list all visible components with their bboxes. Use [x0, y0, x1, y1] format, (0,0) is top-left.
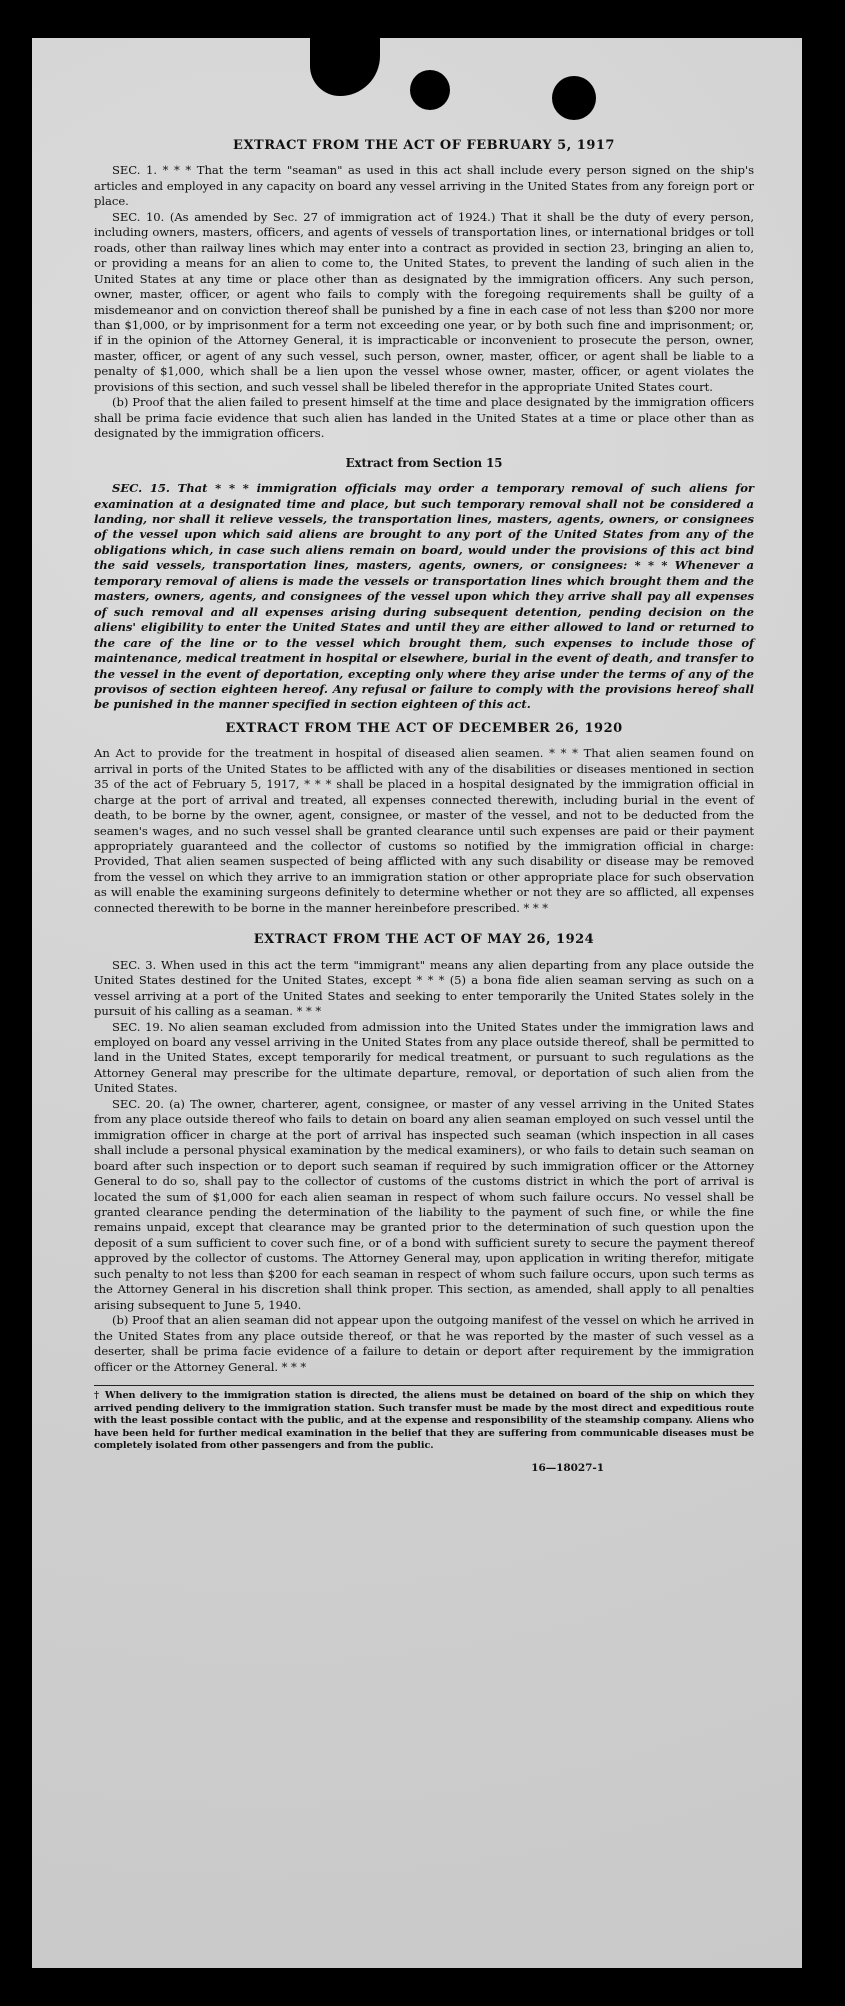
- paragraph-act-1920: An Act to provide for the treatment in hospital of diseased alien seamen. * * * That alien seamen found on arrival in ports of the United States to be afflicted with any of the disabilities or diseases mentioned in section 35 of the act of February 5, 1917, * * * shall be placed in a hospital designated by the immigration official in charge at the port of arrival and treated, all expenses connected therewith, including burial in the event of death, to be borne by the owner, agent, consignee, or master of the vessel, and not to be deducted from the seamen's wages, and no such vessel shall be granted clearance until such expenses are paid or their payment appropriately guaranteed and the collector of customs so notified by the immigration official in charge: Provided, That alien seamen suspected of being afflicted with any such disability or disease may be removed from the vessel on which they arrive to an immigration station or other appropriate place for such observation as will enable the examining surgeons definitely to determine whether or not they are so afflicted, all expenses connected therewith to be borne in the manner hereinbefore prescribed. * * *: [94, 746, 754, 915]
- punch-hole-left: [410, 70, 450, 110]
- paragraph-sec-10: SEC. 10. (As amended by Sec. 27 of immigration act of 1924.) That it shall be the duty of every person, including owners, masters, officers, and agents of vessels of transportation lines, or international bridges or toll roads, other than railway lines which may enter into a contract as provided in section 23, bringing an alien to, or providing a means for an alien to come to, the United States, to prevent the landing of such alien in the United States at any time or place other than as designated by the immigration officers. Any such person, owner, master, officer, or agent who fails to comply with the foregoing requirements shall be guilty of a misdemeanor and on conviction thereof shall be punished by a fine in each case of not less than $200 nor more than $1,000, or by imprisonment for a term not exceeding one year, or by both such fine and imprisonment; or, if in the opinion of the Attorney General, it is impracticable or inconvenient to prosecute the person, owner, master, officer, or agent of any such vessel, such person, owner, master, officer, or agent shall be liable to a penalty of $1,000, which shall be a lien upon the vessel whose owner, master, officer, or agent violates the provisions of this section, and such vessel shall be libeled therefor in the appropriate United States court.: [94, 209, 754, 394]
- paragraph-sec-10b: (b) Proof that the alien failed to present himself at the time and place designated by the immigration officers shall be prima facie evidence that such alien has landed in the United States at a time or place other than as designated by the immigration officers.: [94, 395, 754, 441]
- paragraph-sec-3: SEC. 3. When used in this act the term "immigrant" means any alien departing from any place outside the United States destined for the United States, except * * * (5) a bona fide alien seaman serving as such on a vessel arriving at a port of the United States and seeking to enter temporarily the United States solely in the pursuit of his calling as a seaman. * * *: [94, 957, 754, 1019]
- heading-act-1917: EXTRACT FROM THE ACT OF FEBRUARY 5, 1917: [233, 138, 615, 153]
- paragraph-sec-20b: (b) Proof that an alien seaman did not appear upon the outgoing manifest of the vessel on which he arrived in the United States from any place outside thereof, or that he was reported by the master of such vessel as a deserter, shall be prima facie evidence of a failure to detain or deport after requirement by the immigration officer or the Attorney General. * * *: [94, 1313, 754, 1374]
- subheading-section-15: Extract from Section 15: [345, 455, 503, 470]
- document-body: [94, 130, 754, 1476]
- document-page: [32, 38, 802, 1968]
- heading-act-1924: EXTRACT FROM THE ACT OF MAY 26, 1924: [253, 932, 595, 948]
- punch-hole-right: [552, 76, 596, 120]
- paragraph-sec-19: SEC. 19. No alien seaman excluded from admission into the United States under the immigration laws and employed on board any vessel arriving in the United States from any place outside thereof, shall be permitted to land in the United States, except temporarily for medical treatment, or pursuant to such regulations as the Attorney General may prescribe for the ultimate departure, removal, or deportation of such alien from the United States.: [94, 1019, 754, 1096]
- paragraph-sec-20: SEC. 20. (a) The owner, charterer, agent, consignee, or master of any vessel arriving in the United States from any place outside thereof who fails to detain on board any alien seaman employed on such vessel until the immigration officer in charge at the port of arrival has inspected such seaman (which inspection in all cases shall include a personal physical examination by the medical examiners), or who fails to detain such seaman on board after such inspection or to deport such seaman if required by such immigration officer or the Attorney General to do so, shall pay to the collector of customs of the customs district in which the port of arrival is located the sum of $1,000 for each alien seaman in respect of whom such failure occurs. No vessel shall be granted clearance pending the determination of the liability to the payment of such fine, or while the fine remains unpaid, except that clearance may be granted prior to the determination of such question upon the deposit of a sum sufficient to cover such fine, or of a bond with sufficient surety to secure the payment thereof approved by the collector of customs. The Attorney General may, upon application in writing therefor, mitigate such penalty to not less than $200 for each seaman in respect of whom such failure occurs, upon such terms as the Attorney General in his discretion shall think proper. This section, as amended, shall apply to all penalties arising subsequent to June 5, 1940.: [94, 1096, 754, 1312]
- footnote: † When delivery to the immigration station is directed, the aliens must be detained on board of the ship on which they arrived pending delivery to the immigration station. Such transfer must be made by the most direct and expeditious route with the least possible contact with the public, and at the expense and responsibility of the steamship company. Aliens who have been held for further medical examination in the belief that they are suffering from communicable diseases must be completely isolated from other passengers and from the public.: [94, 1385, 754, 1453]
- heading-act-1920: EXTRACT FROM THE ACT OF DECEMBER 26, 1920: [225, 720, 623, 736]
- paragraph-sec-1: SEC. 1. * * * That the term "seaman" as used in this act shall include every person signed on the ship's articles and employed in any capacity on board any vessel arriving in the United States from any foreign port or place.: [94, 163, 754, 209]
- torn-corner-hole: [310, 38, 380, 96]
- form-code: 16—18027-1: [531, 1461, 604, 1474]
- paragraph-sec-15: SEC. 15. That * * * immigration officials may order a temporary removal of such aliens for examination at a designated time and place, but such temporary removal shall not be considered a landing, nor shall it relieve vessels, the transportation lines, masters, agents, owners, or consignees of the vessel upon which said aliens are brought to any port of the United States from any of the obligations which, in case such aliens remain on board, would under the provisions of this act bind the said vessels, transportation lines, masters, agents, owners, or consignees: * * * Whenever a temporary removal of aliens is made the vessels or transportation lines which brought them and the masters, owners, agents, and consignees of the vessel upon which they arrive shall pay all expenses of such removal and all expenses arising during subsequent detention, pending decision on the aliens' eligibility to enter the United States and until they are either allowed to land or returned to the care of the line or to the vessel which brought them, such expenses to include those of maintenance, medical treatment in hospital or elsewhere, burial in the event of death, and transfer to the vessel in the event of deportation, excepting only where they arise under the terms of any of the provisos of section eighteen hereof. Any refusal or failure to comply with the provisions hereof shall be punished in the manner specified in section eighteen of this act.: [94, 481, 754, 712]
